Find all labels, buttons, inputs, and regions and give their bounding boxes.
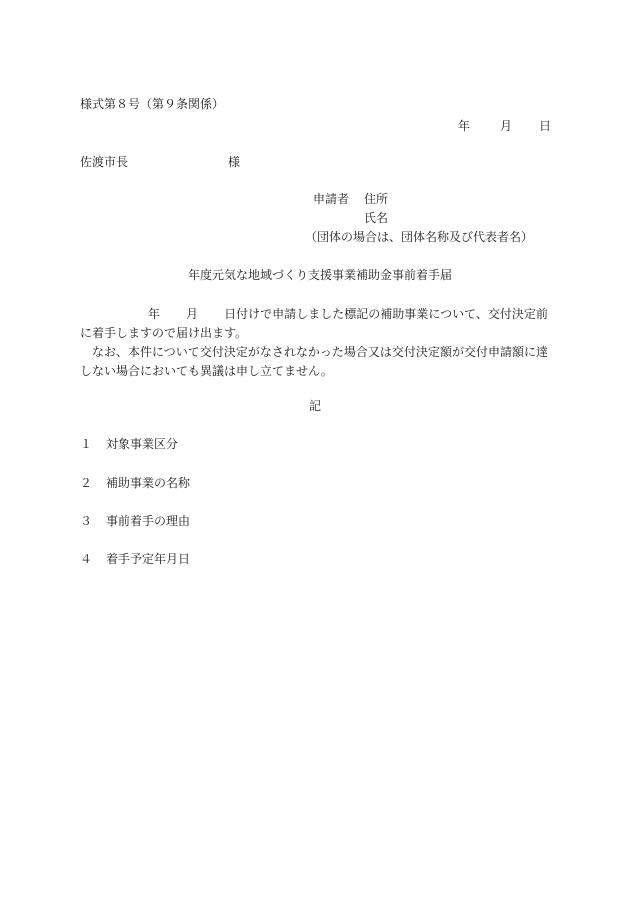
list-item [80, 477, 190, 489]
ki-heading: 記 [309, 399, 322, 413]
document-title: 年度元気な地域づくり支援事業補助金事前着手届 [188, 268, 453, 282]
para1-month-label: 月 [186, 307, 199, 321]
item-number: ４ [80, 552, 93, 566]
date-month-label: 月 [500, 119, 513, 133]
date-year-label: 年 [458, 119, 471, 133]
body-paragraph-1 [80, 305, 548, 343]
date-day-label: 日 [539, 119, 552, 133]
item-number: １ [80, 437, 93, 451]
body-paragraph-2: なお、本件について交付決定がなされなかった場合又は交付決定額が交付申請額に達しない場合においても異議は申し立てません。 [80, 345, 548, 378]
item-number: ３ [80, 514, 93, 528]
list-item [80, 438, 178, 450]
item-label: 補助事業の名称 [106, 476, 191, 490]
applicant-note: （団体の場合は、団体名称及び代表者名） [305, 230, 534, 244]
addressee-name: 佐渡市長 [80, 155, 129, 169]
para1-year-label: 年 [148, 307, 161, 321]
form-number: 様式第８号（第９条関係） [80, 97, 225, 111]
addressee-honorific: 様 [228, 155, 241, 169]
applicant-address-label: 住所 [364, 192, 389, 206]
list-item [80, 553, 190, 565]
list-item [80, 515, 190, 527]
item-number: ２ [80, 476, 93, 490]
item-label: 対象事業区分 [106, 437, 179, 451]
item-label: 着手予定年月日 [106, 552, 191, 566]
applicant-name-label: 氏名 [364, 211, 389, 225]
item-label: 事前着手の理由 [106, 514, 191, 528]
para1-text: 日付けで申請しました標記の補助事業について、交付決定前に着手しますので届け出ます。 [80, 307, 548, 340]
applicant-label: 申請者 [313, 192, 350, 206]
